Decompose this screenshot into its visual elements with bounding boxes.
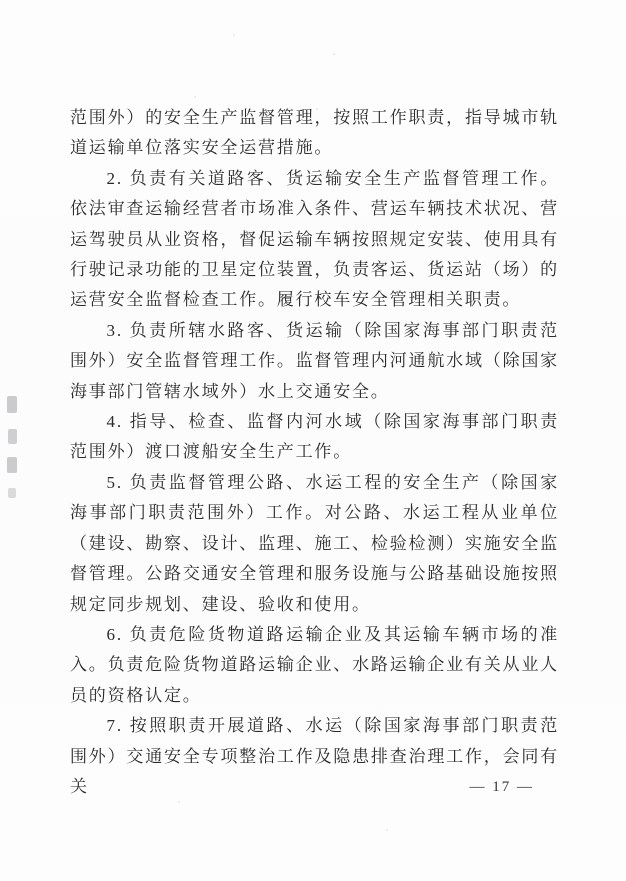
paragraph-item-3: 3. 负责所辖水路客、货运输（除国家海事部门职责范围外）安全监督管理工作。监督管理内河通航水域（除国家海事部门管辖水域外）水上交通安全。 (70, 320, 559, 401)
scan-smudge (8, 488, 16, 498)
page-number: — 17 — (469, 779, 534, 795)
scan-speck (233, 34, 235, 36)
scan-speck (333, 53, 335, 55)
scan-smudge (7, 396, 17, 413)
paragraph-item-4: 4. 指导、检查、监督内河水域（除国家海事部门职责范围外）渡口渡船安全生产工作。 (70, 412, 559, 462)
scan-speck (386, 829, 388, 831)
scan-smudge (8, 429, 17, 444)
scan-speck (194, 96, 196, 98)
paragraph-item-2: 2. 负责有关道路客、货运输安全生产监督管理工作。依法审查运输经营者市场准入条件、营运车辆技术状况、营运驾驶员从业资格，督促运输车辆按照规定安装、使用具有行驶记录功能的卫星定位装置，负责客运、货运站（场）的运营安全监督检查工作。履行校车安全管理相关职责。 (70, 168, 559, 310)
paragraph-item-7: 7. 按照职责开展道路、水运（除国家海事部门职责范围外）交通安全专项整治工作及隐患排查治理工作，会同有关 (70, 716, 559, 796)
paragraph-item-6: 6. 负责危险货物道路运输企业及其运输车辆市场的准入。负责危险货物道路运输企业、水路运输企业有关从业人员的资格认定。 (70, 624, 559, 705)
document-body-text (70, 103, 559, 802)
paragraph-continuation: 范围外）的安全生产监督管理，按照工作职责，指导城市轨道运输单位落实安全运营措施。 (70, 108, 559, 158)
scan-smudge (7, 457, 17, 473)
paragraph-item-5: 5. 负责监督管理公路、水运工程的安全生产（除国家海事部门职责范围外）工作。对公路、水运工程从业单位（建设、勘察、设计、监理、施工、检验检测）实施安全监督管理。公路交通安全管理和服务设施与公路基础设施按照规定同步规划、建设、验收和使用。 (70, 472, 559, 614)
